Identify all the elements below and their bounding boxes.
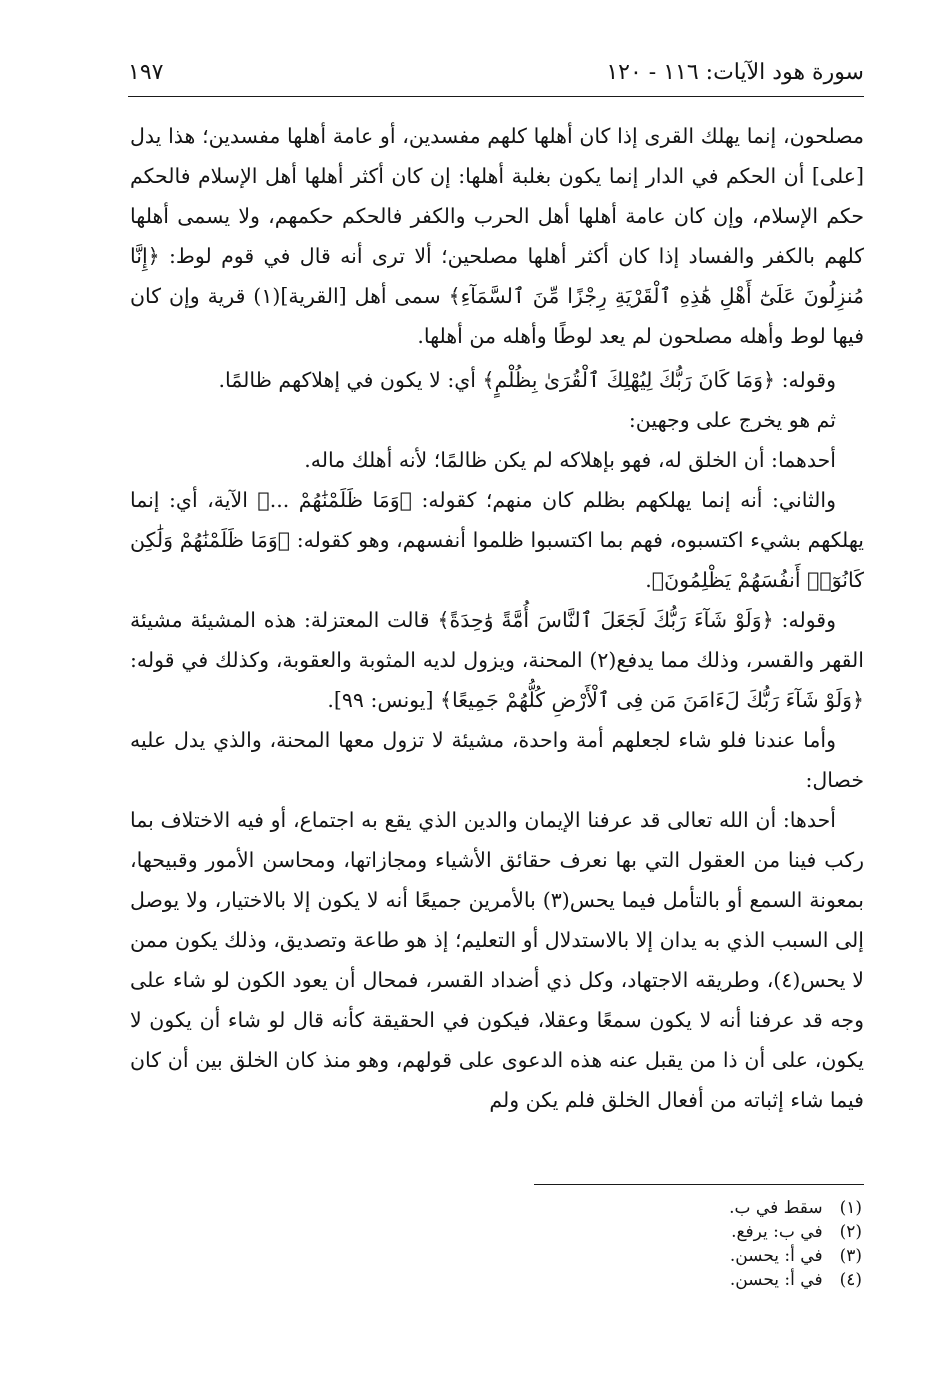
footnote-number: (١) <box>839 1198 862 1218</box>
footnote <box>362 1196 862 1220</box>
footnote <box>362 1268 862 1292</box>
header-title: سورة هود الآيات: ١١٦ - ١٢٠ <box>606 60 864 85</box>
footnote-text: في ب: يرفع. <box>731 1222 823 1242</box>
footnote-text: في أ: يحسن. <box>729 1270 823 1290</box>
footnote-number: (٤) <box>839 1270 862 1290</box>
running-header <box>128 56 864 97</box>
page-number: ١٩٧ <box>128 60 164 85</box>
paragraph: أحدهما: أن الخلق له، فهو بإهلاكه لم يكن ظالمًا؛ لأنه أهلك ماله. <box>304 448 836 472</box>
footnote-number: (٣) <box>839 1246 862 1266</box>
footnote-divider <box>534 1184 864 1185</box>
paragraph: وقوله: ﴿وَمَا كَانَ رَبُّكَ لِيُهْلِكَ ٱلْقُرَىٰ بِظُلْمٍ﴾ أي: لا يكون في إهلاكهم ظالمًا. <box>218 368 836 392</box>
paragraph: والثاني: أنه إنما يهلكهم بظلم كان منهم؛ كقوله: ﴿وَمَا ظَلَمْنَٰهُمْ ...﴾ الآية، أي: إنما يهلكهم بشيء اكتسبوه، فهم بما اكتسبوا ظلموا أنفسهم، وهو كقوله: ﴿وَمَا ظَلَمْنَٰهُمْ وَلَٰكِن كَانُوٓا۟ أَنفُسَهُمْ يَظْلِمُونَ﴾. <box>130 488 864 592</box>
footnote-text: في أ: يحسن. <box>729 1246 823 1266</box>
paragraph: وأما عندنا فلو شاء لجعلهم أمة واحدة، مشيئة لا تزول معها المحنة، والذي يدل عليه خصال: <box>130 728 864 792</box>
paragraph: مصلحون، إنما يهلك القرى إذا كان أهلها كلهم مفسدين، أو عامة أهلها مفسدين؛ هذا يدل [على] أن الحكم في الدار إنما يكون بغلبة أهلها: إن كان أكثر أهلها أهل الإسلام فالحكم حكم الإسلام، وإن كان عامة أهلها أهل الحرب والكفر فالحكم حكمهم، ولا يسمى أهلها كلهم بالكفر والفساد إذا كان أكثر أهلها مصلحين؛ ألا ترى أنه قال في قوم لوط: ﴿إِنَّا مُنزِلُونَ عَلَىٰٓ أَهْلِ هَٰذِهِ ٱلْقَرْيَةِ رِجْزًا مِّنَ ٱلسَّمَآءِ﴾ سمى أهل [القرية](١) قرية وإن كان فيها لوط وأهله مصلحون لم يعد لوطًا وأهله من أهلها. <box>130 124 864 348</box>
paragraph: ثم هو يخرج على وجهين: <box>628 408 836 432</box>
footnote-number: (٢) <box>839 1222 862 1242</box>
footnotes <box>362 1196 862 1292</box>
footnote <box>362 1220 862 1244</box>
footnote <box>362 1244 862 1268</box>
main-text <box>130 116 864 1120</box>
paragraph: وقوله: ﴿وَلَوْ شَآءَ رَبُّكَ لَجَعَلَ ٱلنَّاسَ أُمَّةً وَٰحِدَةً﴾ قالت المعتزلة: هذه المشيئة مشيئة القهر والقسر، وذلك مما يدفع(٢) المحنة، ويزول لديه المثوبة والعقوبة، وكذلك في قوله: ﴿وَلَوْ شَآءَ رَبُّكَ لَءَامَنَ مَن فِى ٱلْأَرْضِ كُلُّهُمْ جَمِيعًا﴾ [يونس: ٩٩]. <box>130 608 864 712</box>
paragraph: أحدها: أن الله تعالى قد عرفنا الإيمان والدين الذي يقع به اجتماع، أو فيه الاختلاف بما ركب فينا من العقول التي بها نعرف حقائق الأشياء ومجازاتها، ومحاسن الأمور وقبيحها، بمعونة السمع أو بالتأمل فيما يحس(٣) بالأمرين جميعًا أنه لا يكون إلا بالاختيار، ولا يوصل إلى السبب الذي به يدان إلا بالاستدلال أو التعليم؛ إذ هو طاعة وتصديق، وذلك يكون ممن لا يحس(٤)، وطريقه الاجتهاد، وكل ذي أضداد القسر، فمحال أن يعود الكون لو شاء على وجه قد عرفنا أنه لا يكون سمعًا وعقلا، فيكون في الحقيقة كأنه قال لو شاء أن يكون لا يكون، على أن ذا من يقبل عنه هذه الدعوى على قولهم، وهو منذ كان الخلق بين أن كان فيما شاء إثباته من أفعال الخلق فلم يكن ولم <box>130 808 865 1112</box>
footnote-text: سقط في ب. <box>729 1198 823 1218</box>
